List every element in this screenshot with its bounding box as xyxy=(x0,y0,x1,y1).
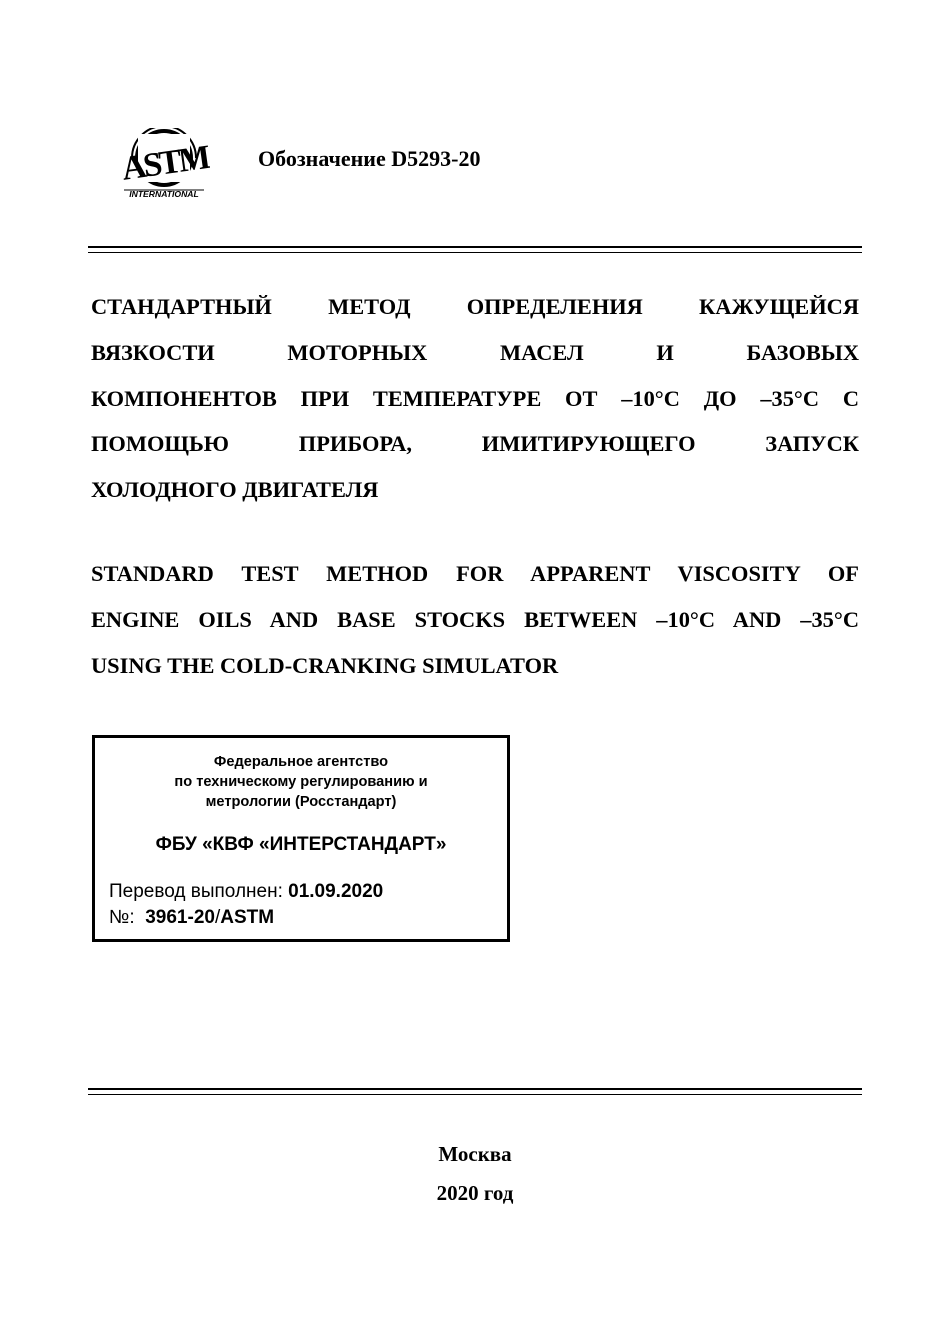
agency-line: метрологии (Росстандарт) xyxy=(205,794,397,810)
title-ru xyxy=(91,284,859,513)
title-ru-line: СТАНДАРТНЫЙ МЕТОД ОПРЕДЕЛЕНИЯ КАЖУЩЕЙСЯ xyxy=(91,294,859,319)
title-en-line: ENGINE OILS AND BASE STOCKS BETWEEN –10°C AND –35°C xyxy=(91,606,859,632)
year: 2020 год xyxy=(436,1181,514,1205)
top-divider xyxy=(88,246,862,253)
title-en-line: USING THE COLD-CRANKING SIMULATOR xyxy=(91,652,559,678)
designation: Обозначение D5293-20 xyxy=(258,146,481,171)
translation-stamp-box xyxy=(92,735,510,942)
number-label: №: xyxy=(109,907,135,928)
logo-subtext: INTERNATIONAL xyxy=(129,189,199,199)
translated-row xyxy=(109,879,383,905)
title-ru-line: КОМПОНЕНТОВ ПРИ ТЕМПЕРАТУРЕ ОТ –10°С ДО –35°С С xyxy=(91,385,859,411)
number-value: 3961-20 xyxy=(145,907,215,928)
number-suffix: ASTM xyxy=(220,907,275,928)
agency-line: Федеральное агентство xyxy=(213,754,389,770)
astm-logo xyxy=(118,128,210,200)
svg-text:ASTM: ASTM xyxy=(119,139,210,188)
number-slash: / xyxy=(214,907,221,928)
title-en xyxy=(91,551,859,688)
title-ru-line: ХОЛОДНОГО ДВИГАТЕЛЯ xyxy=(91,477,379,503)
fbu-name: ФБУ «КВФ «ИНТЕРСТАНДАРТ» xyxy=(155,834,447,855)
astm-logo-emblem xyxy=(119,128,210,190)
title-ru-line: ПОМОЩЬЮ ПРИБОРА, ИМИТИРУЮЩЕГО ЗАПУСК xyxy=(91,431,859,457)
bottom-divider xyxy=(88,1088,862,1095)
title-ru-line: ВЯЗКОСТИ МОТОРНЫХ МАСЕЛ И БАЗОВЫХ xyxy=(91,339,859,365)
agency-line: по техническому регулированию и xyxy=(174,774,428,790)
city: Москва xyxy=(438,1142,512,1166)
title-en-line: STANDARD TEST METHOD FOR APPARENT VISCOSITY OF xyxy=(91,561,859,586)
translation-info xyxy=(109,879,383,931)
translated-label: Перевод выполнен: xyxy=(109,881,283,902)
number-row xyxy=(109,905,383,931)
translated-date: 01.09.2020 xyxy=(288,881,384,902)
agency-name xyxy=(95,752,507,812)
